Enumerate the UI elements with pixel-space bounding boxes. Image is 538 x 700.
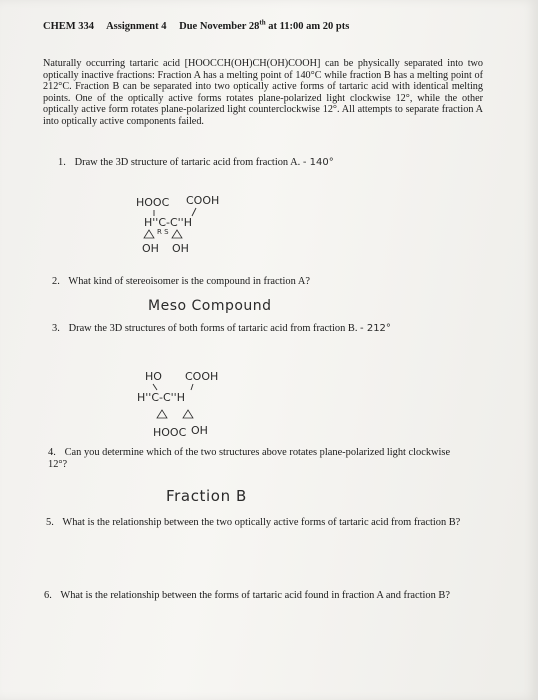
answer-2: Meso Compound: [148, 298, 272, 314]
structure-b-bottom-left: HOOC: [153, 426, 187, 439]
structure-b-drawing: [135, 366, 265, 446]
structure-a-top-left: HOOC: [136, 196, 170, 209]
question-5-text: What is the relationship between the two optically active forms of tartaric acid from fraction B?: [62, 517, 461, 528]
due-date: Due November 28th at 11:00 am 20 pts: [179, 18, 350, 32]
question-6: 6. What is the relationship between the forms of tartaric acid found in fraction A and fraction B?: [44, 590, 450, 601]
structure-b-bottom-right: OH: [191, 424, 208, 437]
question-3-text: Draw the 3D structures of both forms of tartaric acid from fraction B.: [68, 323, 358, 334]
question-2-text: What kind of stereoisomer is the compound in fraction A?: [68, 276, 310, 287]
question-3-note: - 212°: [360, 323, 391, 334]
intro-paragraph: Naturally occurring tartaric acid [HOOCCH(OH)CH(OH)COOH] can be physically separated into two optically inactive fractions: Fraction A has a melting point of 140°C while fraction B has a melting point of 212°C. Fraction B can be separated into two optically active forms of tartaric acid with identical melting points. One of the optically active forms rotates plane-polarized light clockwise 12°, while the other optically active form rotates plane-polarized light counterclockwise 12°. All attempts to separate fraction A into optically active components failed.: [43, 58, 483, 127]
structure-a-stereo-marks: R S: [157, 228, 169, 236]
question-5: 5. What is the relationship between the two optically active forms of tartaric acid from fraction B?: [46, 517, 461, 528]
question-1: 1. Draw the 3D structure of tartaric acid from fraction A. - 140°: [58, 157, 334, 168]
structure-b-middle: H''C-C''H: [137, 391, 185, 404]
question-1-note: - 140°: [302, 157, 334, 168]
header: [43, 18, 359, 32]
question-3: 3. Draw the 3D structures of both forms of tartaric acid from fraction B. - 212°: [52, 323, 391, 334]
question-4-text: Can you determine which of the two structures above rotates plane-polarized light clockwise 12°?: [48, 447, 451, 471]
question-4: 4. Can you determine which of the two structures above rotates plane-polarized light clockwise 12°?: [48, 447, 451, 471]
answer-4: Fraction B: [166, 487, 247, 505]
structure-a-middle: H''C-C''H: [144, 216, 192, 229]
structure-a-bottom-left: OH: [142, 242, 159, 255]
structure-b-top-left: HO: [145, 370, 162, 383]
course-code: CHEM 334: [43, 20, 95, 32]
structure-b-top-right: COOH: [185, 370, 219, 383]
assignment-title: Assignment 4: [106, 20, 167, 32]
structure-a-bottom-right: OH: [172, 242, 189, 255]
question-1-text: Draw the 3D structure of tartaric acid from fraction A.: [74, 157, 301, 168]
question-2: 2. What kind of stereoisomer is the compound in fraction A?: [52, 276, 310, 287]
structure-a-top-right: COOH: [186, 194, 220, 207]
structure-a-drawing: [130, 192, 260, 268]
question-6-text: What is the relationship between the forms of tartaric acid found in fraction A and fraction B?: [60, 590, 450, 601]
